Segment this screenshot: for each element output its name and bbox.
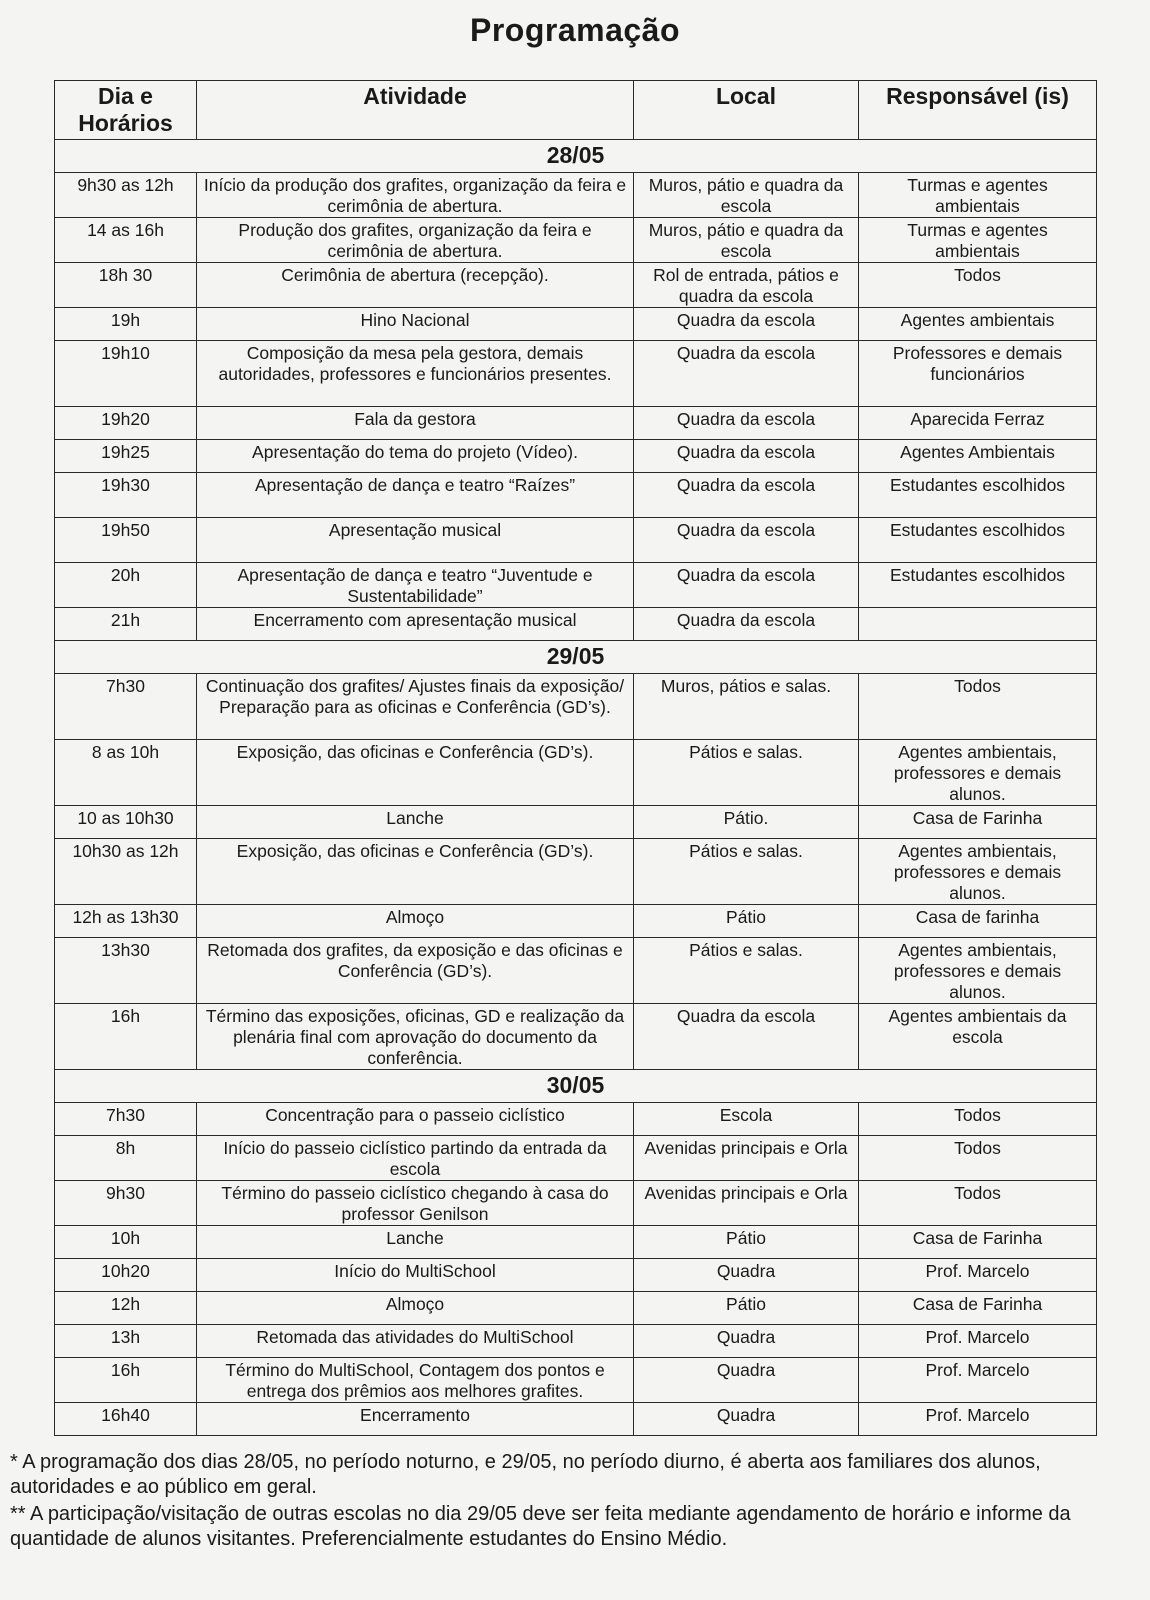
responsible-cell: Casa de Farinha — [859, 1226, 1097, 1259]
activity-cell: Encerramento com apresentação musical — [197, 608, 634, 641]
day-date: 29/05 — [55, 641, 1097, 674]
table-row — [55, 308, 1097, 341]
location-cell: Pátio — [634, 905, 859, 938]
time-cell: 10 as 10h30 — [55, 806, 197, 839]
table-row — [55, 839, 1097, 905]
time-cell: 19h30 — [55, 473, 197, 518]
activity-cell: Exposição, das oficinas e Conferência (GD’s). — [197, 740, 634, 806]
table-row — [55, 563, 1097, 608]
responsible-cell: Aparecida Ferraz — [859, 407, 1097, 440]
time-cell: 10h30 as 12h — [55, 839, 197, 905]
table-row — [55, 1181, 1097, 1226]
table-row — [55, 1004, 1097, 1070]
header-location: Local — [634, 81, 859, 140]
table-row — [55, 1403, 1097, 1436]
activity-cell: Término do MultiSchool, Contagem dos pontos e entrega dos prêmios aos melhores grafites. — [197, 1358, 634, 1403]
responsible-cell: Estudantes escolhidos — [859, 518, 1097, 563]
activity-cell: Lanche — [197, 806, 634, 839]
day-row — [55, 140, 1097, 173]
table-row — [55, 674, 1097, 740]
time-cell: 12h as 13h30 — [55, 905, 197, 938]
responsible-cell: Todos — [859, 263, 1097, 308]
activity-cell: Fala da gestora — [197, 407, 634, 440]
responsible-cell: Agentes Ambientais — [859, 440, 1097, 473]
location-cell: Quadra da escola — [634, 407, 859, 440]
time-cell: 9h30 — [55, 1181, 197, 1226]
table-row — [55, 173, 1097, 218]
responsible-cell: Agentes ambientais, professores e demais alunos. — [859, 938, 1097, 1004]
time-cell: 21h — [55, 608, 197, 641]
activity-cell: Concentração para o passeio ciclístico — [197, 1103, 634, 1136]
responsible-cell: Todos — [859, 1136, 1097, 1181]
day-row — [55, 1070, 1097, 1103]
time-cell: 20h — [55, 563, 197, 608]
location-cell: Pátios e salas. — [634, 839, 859, 905]
activity-cell: Cerimônia de abertura (recepção). — [197, 263, 634, 308]
location-cell: Quadra da escola — [634, 341, 859, 407]
table-row — [55, 1358, 1097, 1403]
location-cell: Pátio. — [634, 806, 859, 839]
location-cell: Pátio — [634, 1292, 859, 1325]
responsible-cell: Estudantes escolhidos — [859, 563, 1097, 608]
day-row — [55, 641, 1097, 674]
table-row — [55, 1292, 1097, 1325]
time-cell: 7h30 — [55, 674, 197, 740]
table-row — [55, 1325, 1097, 1358]
location-cell: Pátios e salas. — [634, 740, 859, 806]
table-row — [55, 440, 1097, 473]
activity-cell: Início do MultiSchool — [197, 1259, 634, 1292]
location-cell: Quadra — [634, 1358, 859, 1403]
location-cell: Quadra — [634, 1325, 859, 1358]
activity-cell: Retomada das atividades do MultiSchool — [197, 1325, 634, 1358]
responsible-cell: Turmas e agentes ambientais — [859, 218, 1097, 263]
table-row — [55, 608, 1097, 641]
table-row — [55, 1136, 1097, 1181]
location-cell: Muros, pátios e salas. — [634, 674, 859, 740]
footnote: ** A participação/visitação de outras escolas no dia 29/05 deve ser feita mediante agendamento de horário e informe da quantidade de alunos visitantes. Preferencialmente estudantes do Ensino Médio. — [10, 1503, 1071, 1550]
responsible-cell: Prof. Marcelo — [859, 1403, 1097, 1436]
activity-cell: Almoço — [197, 1292, 634, 1325]
location-cell: Quadra — [634, 1259, 859, 1292]
location-cell: Pátios e salas. — [634, 938, 859, 1004]
responsible-cell: Casa de Farinha — [859, 806, 1097, 839]
responsible-cell: Agentes ambientais da escola — [859, 1004, 1097, 1070]
table-row — [55, 905, 1097, 938]
location-cell: Quadra da escola — [634, 518, 859, 563]
location-cell: Muros, pátio e quadra da escola — [634, 218, 859, 263]
responsible-cell: Agentes ambientais — [859, 308, 1097, 341]
activity-cell: Apresentação musical — [197, 518, 634, 563]
location-cell: Rol de entrada, pátios e quadra da escola — [634, 263, 859, 308]
day-date: 30/05 — [55, 1070, 1097, 1103]
table-row — [55, 518, 1097, 563]
activity-cell: Retomada dos grafites, da exposição e das oficinas e Conferência (GD’s). — [197, 938, 634, 1004]
location-cell: Muros, pátio e quadra da escola — [634, 173, 859, 218]
location-cell: Avenidas principais e Orla — [634, 1181, 859, 1226]
time-cell: 16h — [55, 1004, 197, 1070]
time-cell: 13h30 — [55, 938, 197, 1004]
time-cell: 19h50 — [55, 518, 197, 563]
activity-cell: Lanche — [197, 1226, 634, 1259]
location-cell: Quadra — [634, 1403, 859, 1436]
location-cell: Pátio — [634, 1226, 859, 1259]
time-cell: 7h30 — [55, 1103, 197, 1136]
time-cell: 19h20 — [55, 407, 197, 440]
activity-cell: Início do passeio ciclístico partindo da entrada da escola — [197, 1136, 634, 1181]
activity-cell: Apresentação de dança e teatro “Juventude e Sustentabilidade” — [197, 563, 634, 608]
activity-cell: Encerramento — [197, 1403, 634, 1436]
responsible-cell: Casa de farinha — [859, 905, 1097, 938]
schedule-table — [54, 80, 1097, 1436]
responsible-cell: Prof. Marcelo — [859, 1325, 1097, 1358]
responsible-cell: Prof. Marcelo — [859, 1259, 1097, 1292]
responsible-cell: Todos — [859, 674, 1097, 740]
activity-cell: Apresentação de dança e teatro “Raízes” — [197, 473, 634, 518]
location-cell: Avenidas principais e Orla — [634, 1136, 859, 1181]
time-cell: 19h25 — [55, 440, 197, 473]
location-cell: Quadra da escola — [634, 1004, 859, 1070]
location-cell: Quadra da escola — [634, 308, 859, 341]
location-cell: Escola — [634, 1103, 859, 1136]
table-row — [55, 218, 1097, 263]
responsible-cell: Turmas e agentes ambientais — [859, 173, 1097, 218]
location-cell: Quadra da escola — [634, 440, 859, 473]
responsible-cell: Agentes ambientais, professores e demais alunos. — [859, 839, 1097, 905]
table-row — [55, 341, 1097, 407]
time-cell: 16h40 — [55, 1403, 197, 1436]
activity-cell: Apresentação do tema do projeto (Vídeo). — [197, 440, 634, 473]
time-cell: 12h — [55, 1292, 197, 1325]
table-row — [55, 740, 1097, 806]
location-cell: Quadra da escola — [634, 563, 859, 608]
responsible-cell: Prof. Marcelo — [859, 1358, 1097, 1403]
activity-cell: Início da produção dos grafites, organização da feira e cerimônia de abertura. — [197, 173, 634, 218]
header-activity: Atividade — [197, 81, 634, 140]
footnote: * A programação dos dias 28/05, no período noturno, e 29/05, no período diurno, é aberta aos familiares dos alunos, autoridades e ao público em geral. — [10, 1451, 1041, 1498]
responsible-cell: Todos — [859, 1181, 1097, 1226]
responsible-cell: Estudantes escolhidos — [859, 473, 1097, 518]
time-cell: 9h30 as 12h — [55, 173, 197, 218]
time-cell: 19h10 — [55, 341, 197, 407]
time-cell: 8 as 10h — [55, 740, 197, 806]
responsible-cell: Todos — [859, 1103, 1097, 1136]
table-row — [55, 938, 1097, 1004]
time-cell: 10h — [55, 1226, 197, 1259]
page-title: Programação — [469, 12, 681, 48]
table-row — [55, 1226, 1097, 1259]
header-responsible: Responsável (is) — [859, 81, 1097, 140]
responsible-cell: Agentes ambientais, professores e demais alunos. — [859, 740, 1097, 806]
table-row — [55, 1103, 1097, 1136]
activity-cell: Composição da mesa pela gestora, demais autoridades, professores e funcionários presentes. — [197, 341, 634, 407]
time-cell: 13h — [55, 1325, 197, 1358]
activity-cell: Exposição, das oficinas e Conferência (GD’s). — [197, 839, 634, 905]
location-cell: Quadra da escola — [634, 473, 859, 518]
activity-cell: Hino Nacional — [197, 308, 634, 341]
schedule-body — [55, 140, 1097, 1436]
table-row — [55, 1259, 1097, 1292]
table-row — [55, 407, 1097, 440]
time-cell: 8h — [55, 1136, 197, 1181]
activity-cell: Almoço — [197, 905, 634, 938]
time-cell: 18h 30 — [55, 263, 197, 308]
activity-cell: Continuação dos grafites/ Ajustes finais da exposição/ Preparação para as oficinas e Conferência (GD’s). — [197, 674, 634, 740]
day-date: 28/05 — [55, 140, 1097, 173]
header-time: Dia e Horários — [55, 81, 197, 140]
footnotes — [10, 1450, 1150, 1554]
responsible-cell — [859, 608, 1097, 641]
header-row — [55, 81, 1097, 140]
location-cell: Quadra da escola — [634, 608, 859, 641]
activity-cell: Término das exposições, oficinas, GD e realização da plenária final com aprovação do documento da conferência. — [197, 1004, 634, 1070]
responsible-cell: Professores e demais funcionários — [859, 341, 1097, 407]
time-cell: 16h — [55, 1358, 197, 1403]
time-cell: 10h20 — [55, 1259, 197, 1292]
activity-cell: Término do passeio ciclístico chegando à casa do professor Genilson — [197, 1181, 634, 1226]
activity-cell: Produção dos grafites, organização da feira e cerimônia de abertura. — [197, 218, 634, 263]
table-row — [55, 473, 1097, 518]
responsible-cell: Casa de Farinha — [859, 1292, 1097, 1325]
table-row — [55, 806, 1097, 839]
time-cell: 14 as 16h — [55, 218, 197, 263]
table-row — [55, 263, 1097, 308]
time-cell: 19h — [55, 308, 197, 341]
